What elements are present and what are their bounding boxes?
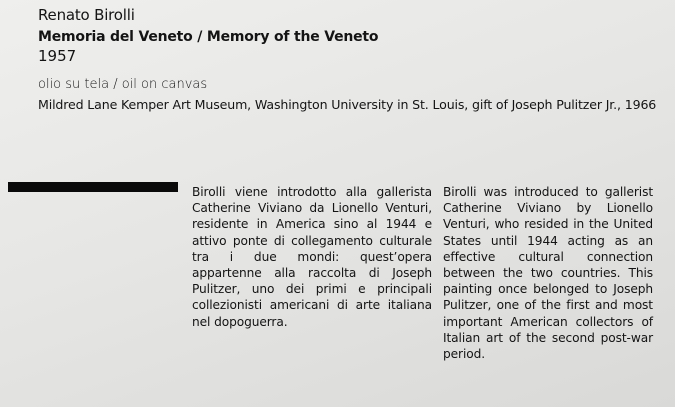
artwork-title: Memoria del Veneto / Memory of the Veneto [38,29,379,45]
artwork-provenance: Mildred Lane Kemper Art Museum, Washington University in St. Louis, gift of Joseph Pulitzer Jr., 1966 [38,97,657,112]
artwork-year: 1957 [38,47,77,65]
artwork-medium: olio su tela / oil on canvas [38,77,208,92]
description-italian: Birolli viene introdotto alla gallerista Catherine Viviano da Lionello Venturi, residente in America sino al 1944 e attivo ponte di collegamento culturale tra i due mondi: quest’opera appartenne alla raccolta di Joseph Pulitzer, uno dei primi e principali collezionisti americani di arte italiana nel dopoguerra. [192,185,432,329]
artist-name: Renato Birolli [38,6,135,24]
description-english: Birolli was introduced to gallerist Catherine Viviano by Lionello Venturi, who resided in the United States until 1944 acting as an effective cultural connection between the two countries. This painting once belonged to Joseph Pulitzer, one of the first and most important American collectors of Italian art of the second post-war period. [443,185,653,362]
black-divider-bar [8,182,178,192]
